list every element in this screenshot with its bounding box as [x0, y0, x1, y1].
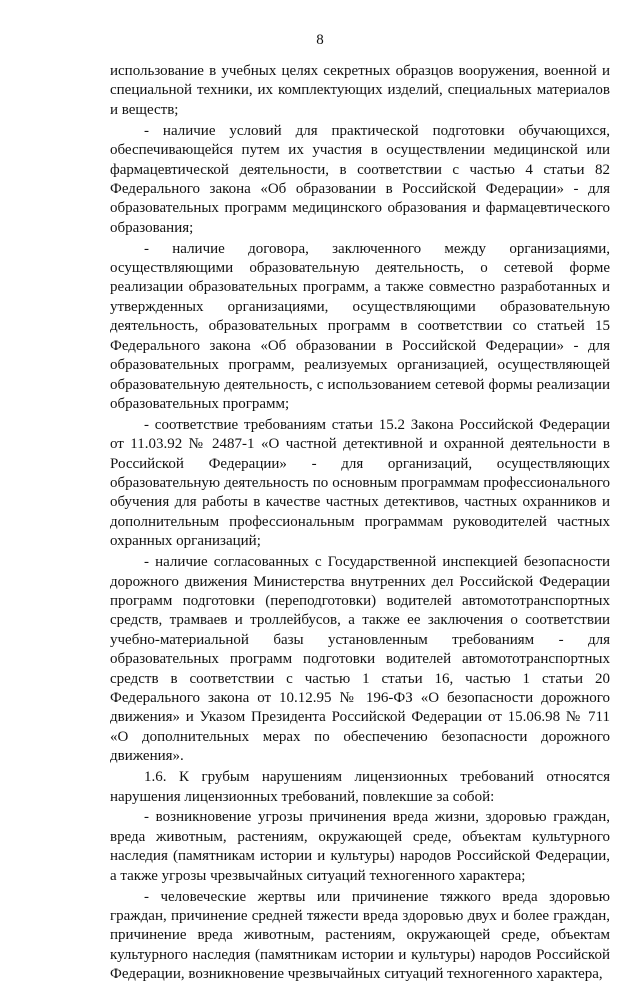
paragraph: - возникновение угрозы причинения вреда жизни, здоровью граждан, вреда животным, растениям, окружающей среде, объектам культурного наследия (памятникам истории и культуры) народов Российской Федерации, а также угрозы чрезвычайных ситуаций техногенного характера;: [110, 809, 610, 884]
paragraph: - человеческие жертвы или причинение тяжкого вреда здоровью граждан, причинение средней тяжести вреда здоровью двух и более граждан, причинение вреда животным, растениям, окружающей среде, объектам культурного наследия (памятникам истории и культуры) народов Российской Федерации, возникновение чрезвычайных ситуаций техногенного характера,: [110, 888, 610, 983]
document-body: [110, 62, 610, 985]
paragraph: использование в учебных целях секретных образцов вооружения, военной и специальной техники, их комплектующих изделий, специальных материалов и веществ;: [110, 63, 610, 118]
paragraph: - наличие согласованных с Государственной инспекцией безопасности дорожного движения Министерства внутренних дел Российской Федерации программ подготовки (переподготовки) водителей автомототранспортных средств, трамваев и троллейбусов, а также ее заключения о соответствии учебно-материальной базы установленным требованиям - для образовательных программ подготовки водителей автомототранспортных средств в соответствии с частью 1 статьи 16, частью 1 статьи 20 Федерального закона от 10.12.95 № 196-ФЗ «О безопасности дорожного движения» и Указом Президента Российской Федерации от 15.06.98 № 711 «О дополнительных мерах по обеспечению безопасности дорожного движения».: [110, 554, 610, 765]
paragraph: - наличие договора, заключенного между организациями, осуществляющими образовательную деятельность, о сетевой форме реализации образовательных программ, а также совместно разработанных и утвержденных организациями, осуществляющими образовательную деятельность, образовательных программ в соответствии со статьей 15 Федерального закона «Об образовании в Российской Федерации» - для образовательных программ, реализуемых организацией, осуществляющей образовательную деятельность, с использованием сетевой формы реализации образовательных программ;: [110, 240, 610, 412]
paragraph: - наличие условий для практической подготовки обучающихся, обеспечивающейся путем их участия в осуществлении медицинской или фармацевтической деятельности, в соответствии с частью 4 статьи 82 Федерального закона «Об образовании в Российской Федерации» - для образовательных программ медицинского образования и фармацевтического образования;: [110, 122, 610, 236]
page-number: 8: [316, 32, 324, 48]
paragraph: 1.6. К грубым нарушениям лицензионных требований относятся нарушения лицензионных требований, повлекшие за собой:: [110, 769, 610, 805]
paragraph: - соответствие требованиям статьи 15.2 Закона Российской Федерации от 11.03.92 № 2487-1 «О частной детективной и охранной деятельности в Российской Федерации» - для организаций, осуществляющих образовательную деятельность по основным программам профессионального обучения для работы в качестве частных детективов, частных охранников и дополнительным профессиональным программам руководителей частных охранных организаций;: [110, 416, 610, 550]
